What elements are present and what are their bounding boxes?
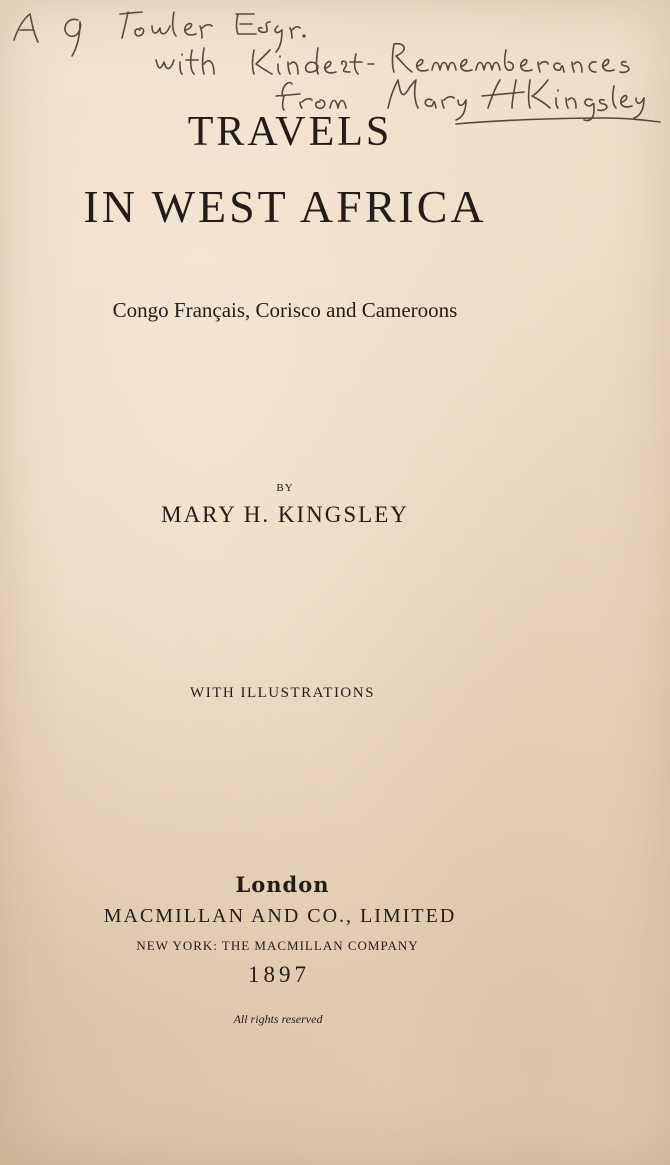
publication-year: 1897 xyxy=(248,962,310,987)
book-subtitle: Congo Français, Corisco and Cameroons xyxy=(112,298,458,322)
publisher-name: MACMILLAN AND CO., LIMITED xyxy=(103,905,457,927)
illustrations-note: WITH ILLUSTRATIONS xyxy=(190,685,375,701)
author-name: MARY H. KINGSLEY xyxy=(161,502,409,527)
by-label: BY xyxy=(276,482,294,494)
publication-city: London xyxy=(235,872,330,897)
book-title-line-1: TRAVELS xyxy=(187,109,393,155)
book-title-line-2: IN WEST AFRICA xyxy=(83,181,487,232)
new-york-publisher: NEW YORK: THE MACMILLAN COMPANY xyxy=(136,938,419,953)
rights-notice: All rights reserved xyxy=(233,1012,323,1026)
